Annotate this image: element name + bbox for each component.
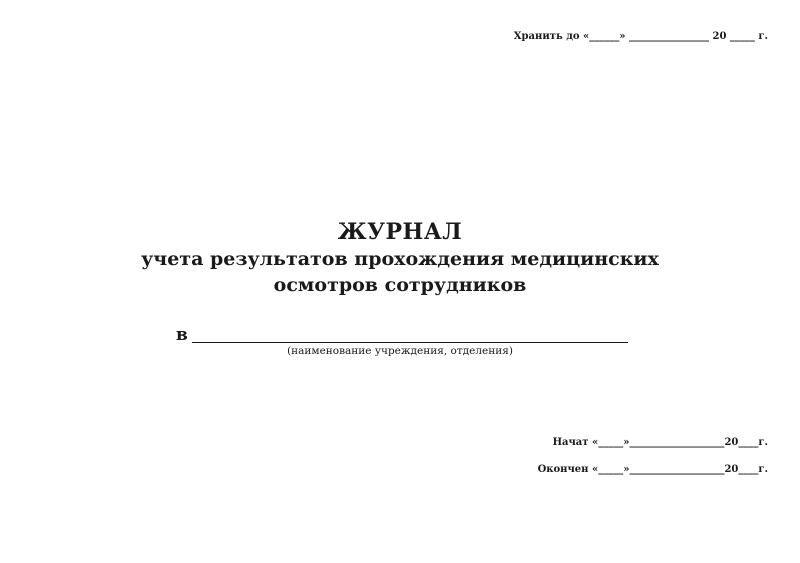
institution-field xyxy=(176,325,628,345)
institution-prefix: в xyxy=(176,325,188,345)
document-subtitle-line-2: осмотров сотрудников xyxy=(273,274,527,296)
title-block xyxy=(0,218,800,298)
store-until-line: Хранить до «______» ________________ 20 _____ г. xyxy=(513,31,768,42)
institution-caption: (наименование учреждения, отделения) xyxy=(287,345,513,357)
started-date-line: Начат «_____»___________________20____г. xyxy=(552,437,768,448)
finished-date-line: Окончен «_____»___________________20____г. xyxy=(537,464,768,475)
document-subtitle-line-1: учета результатов прохождения медицинских xyxy=(141,248,659,270)
institution-underline xyxy=(192,342,628,343)
document-title: ЖУРНАЛ xyxy=(337,219,463,245)
